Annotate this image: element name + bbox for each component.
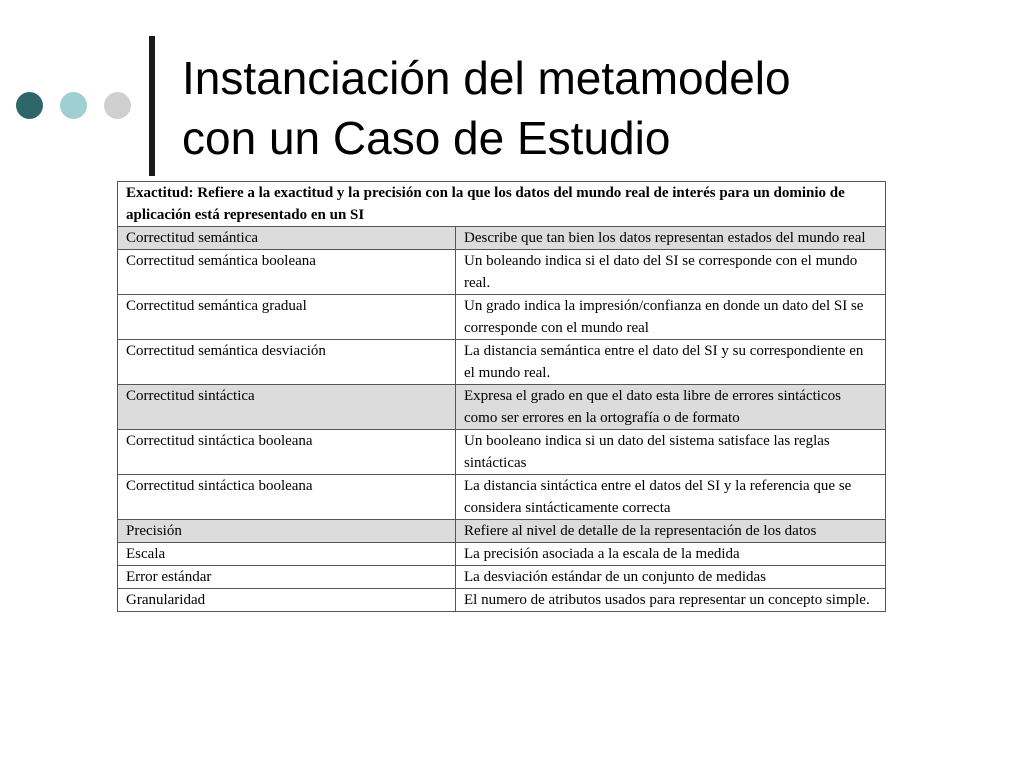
attribute-name-cell: Precisión [118,520,456,543]
attribute-description-cell: La distancia semántica entre el dato del SI y su correspondiente en el mundo real. [456,340,886,385]
attribute-name-cell: Granularidad [118,589,456,612]
title-divider-bar [149,36,155,176]
attribute-name-cell: Correctitud sintáctica [118,385,456,430]
table-row [118,340,886,385]
table-row [118,589,886,612]
attribute-description-cell: Refiere al nivel de detalle de la representación de los datos [456,520,886,543]
table-header-cell: Exactitud: Refiere a la exactitud y la precisión con la que los datos del mundo real de interés para un dominio de aplicación está representado en un SI [118,182,886,227]
attribute-description-cell: Un grado indica la impresión/confianza en donde un dato del SI se corresponde con el mundo real [456,295,886,340]
dot-light-teal-icon [60,92,87,119]
attribute-description-cell: Un boleando indica si el dato del SI se corresponde con el mundo real. [456,250,886,295]
accuracy-table [117,181,886,612]
table-row [118,227,886,250]
attribute-name-cell: Correctitud sintáctica booleana [118,430,456,475]
table-row [118,430,886,475]
attribute-description-cell: Un booleano indica si un dato del sistema satisface las reglas sintácticas [456,430,886,475]
attribute-name-cell: Escala [118,543,456,566]
attribute-name-cell: Correctitud semántica [118,227,456,250]
table-row [118,566,886,589]
table-row [118,295,886,340]
attribute-description-cell: El numero de atributos usados para representar un concepto simple. [456,589,886,612]
slide-title [182,48,791,168]
dot-dark-teal-icon [16,92,43,119]
slide-title-line-2: con un Caso de Estudio [182,112,671,164]
table-row [118,250,886,295]
accuracy-table-body [118,182,886,612]
attribute-description-cell: La precisión asociada a la escala de la medida [456,543,886,566]
table-row [118,385,886,430]
attribute-name-cell: Correctitud sintáctica booleana [118,475,456,520]
attribute-description-cell: Expresa el grado en que el dato esta libre de errores sintácticos como ser errores en la ortografía o de formato [456,385,886,430]
attribute-name-cell: Correctitud semántica desviación [118,340,456,385]
attribute-name-cell: Correctitud semántica gradual [118,295,456,340]
attribute-description-cell: La distancia sintáctica entre el datos del SI y la referencia que se considera sintácticamente correcta [456,475,886,520]
attribute-description-cell: Describe que tan bien los datos representan estados del mundo real [456,227,886,250]
dot-gray-icon [104,92,131,119]
attribute-name-cell: Correctitud semántica booleana [118,250,456,295]
table-header-row [118,182,886,227]
table-row [118,475,886,520]
slide-title-line-1: Instanciación del metamodelo [182,52,791,104]
table-row [118,520,886,543]
attribute-description-cell: La desviación estándar de un conjunto de medidas [456,566,886,589]
table-row [118,543,886,566]
attribute-name-cell: Error estándar [118,566,456,589]
